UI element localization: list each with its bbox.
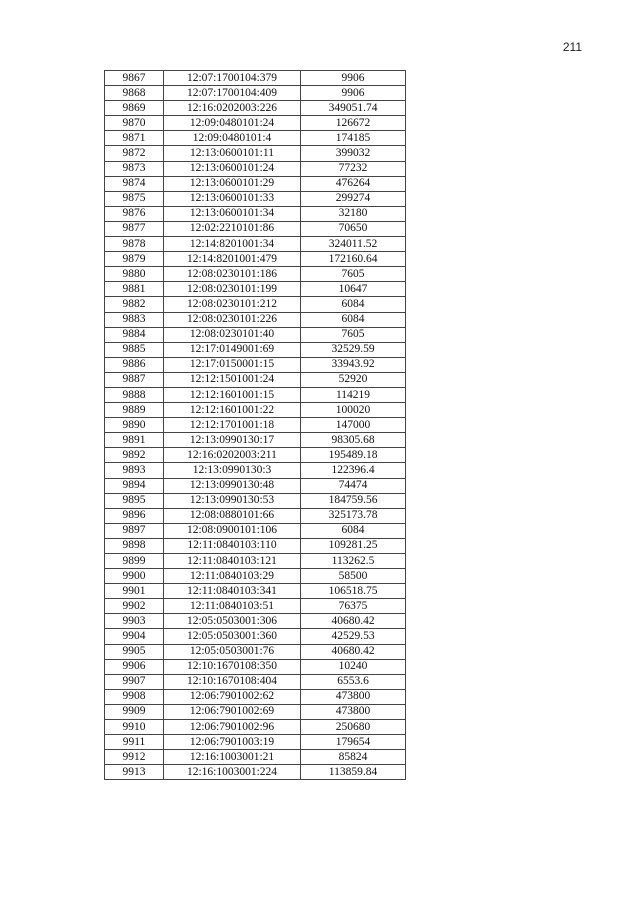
table-row	[105, 599, 406, 614]
cadastral-number-cell: 12:11:0840103:29	[164, 569, 301, 584]
row-id-cell: 9895	[105, 493, 164, 508]
row-id-cell: 9901	[105, 584, 164, 599]
table-row	[105, 523, 406, 538]
amount-cell: 85824	[301, 750, 406, 765]
table-row	[105, 297, 406, 312]
amount-cell: 147000	[301, 418, 406, 433]
cadastral-number-cell: 12:12:1501001:24	[164, 372, 301, 387]
amount-cell: 399032	[301, 146, 406, 161]
amount-cell: 349051.74	[301, 101, 406, 116]
cadastral-number-cell: 12:11:0840103:341	[164, 584, 301, 599]
cadastral-number-cell: 12:07:1700104:379	[164, 71, 301, 86]
cadastral-number-cell: 12:17:0150001:15	[164, 357, 301, 372]
table-row	[105, 689, 406, 704]
table-row	[105, 448, 406, 463]
amount-cell: 299274	[301, 191, 406, 206]
table-row	[105, 71, 406, 86]
cadastral-number-cell: 12:06:7901003:19	[164, 735, 301, 750]
cadastral-number-cell: 12:13:0600101:33	[164, 191, 301, 206]
table-row	[105, 342, 406, 357]
table-row	[105, 629, 406, 644]
amount-cell: 6084	[301, 297, 406, 312]
table-row	[105, 765, 406, 780]
cadastral-number-cell: 12:13:0600101:34	[164, 206, 301, 221]
row-id-cell: 9908	[105, 689, 164, 704]
cadastral-number-cell: 12:12:1601001:15	[164, 387, 301, 402]
cadastral-number-cell: 12:11:0840103:121	[164, 554, 301, 569]
amount-cell: 40680.42	[301, 644, 406, 659]
amount-cell: 106518.75	[301, 584, 406, 599]
cadastral-number-cell: 12:10:1670108:350	[164, 659, 301, 674]
cadastral-number-cell: 12:08:0230101:226	[164, 312, 301, 327]
cadastral-number-cell: 12:05:0503001:76	[164, 644, 301, 659]
row-id-cell: 9893	[105, 463, 164, 478]
table-row	[105, 327, 406, 342]
cadastral-number-cell: 12:13:0990130:53	[164, 493, 301, 508]
row-id-cell: 9897	[105, 523, 164, 538]
row-id-cell: 9913	[105, 765, 164, 780]
amount-cell: 32180	[301, 206, 406, 221]
row-id-cell: 9906	[105, 659, 164, 674]
amount-cell: 9906	[301, 86, 406, 101]
table-row	[105, 116, 406, 131]
amount-cell: 74474	[301, 478, 406, 493]
table-row	[105, 418, 406, 433]
cadastral-number-cell: 12:16:0202003:211	[164, 448, 301, 463]
table-row	[105, 538, 406, 553]
amount-cell: 473800	[301, 704, 406, 719]
cadastral-number-cell: 12:13:0990130:48	[164, 478, 301, 493]
row-id-cell: 9889	[105, 403, 164, 418]
cadastral-number-cell: 12:12:1601001:22	[164, 403, 301, 418]
amount-cell: 7605	[301, 327, 406, 342]
data-table	[104, 70, 406, 780]
amount-cell: 109281.25	[301, 538, 406, 553]
row-id-cell: 9886	[105, 357, 164, 372]
amount-cell: 98305.68	[301, 433, 406, 448]
row-id-cell: 9902	[105, 599, 164, 614]
cadastral-number-cell: 12:08:0230101:199	[164, 282, 301, 297]
table-row	[105, 221, 406, 236]
table-row	[105, 644, 406, 659]
table-row	[105, 282, 406, 297]
amount-cell: 476264	[301, 176, 406, 191]
row-id-cell: 9888	[105, 387, 164, 402]
row-id-cell: 9875	[105, 191, 164, 206]
cadastral-number-cell: 12:16:0202003:226	[164, 101, 301, 116]
cadastral-number-cell: 12:13:0600101:24	[164, 161, 301, 176]
table-row	[105, 704, 406, 719]
table-row	[105, 191, 406, 206]
amount-cell: 10647	[301, 282, 406, 297]
amount-cell: 52920	[301, 372, 406, 387]
cadastral-number-cell: 12:05:0503001:360	[164, 629, 301, 644]
cadastral-number-cell: 12:06:7901002:96	[164, 720, 301, 735]
amount-cell: 473800	[301, 689, 406, 704]
table-row	[105, 584, 406, 599]
table-row	[105, 614, 406, 629]
table-row	[105, 176, 406, 191]
row-id-cell: 9890	[105, 418, 164, 433]
amount-cell: 10240	[301, 659, 406, 674]
row-id-cell: 9894	[105, 478, 164, 493]
cadastral-number-cell: 12:13:0990130:17	[164, 433, 301, 448]
amount-cell: 195489.18	[301, 448, 406, 463]
table-row	[105, 433, 406, 448]
row-id-cell: 9874	[105, 176, 164, 191]
row-id-cell: 9898	[105, 538, 164, 553]
amount-cell: 6084	[301, 523, 406, 538]
row-id-cell: 9877	[105, 221, 164, 236]
cadastral-number-cell: 12:14:8201001:34	[164, 237, 301, 252]
amount-cell: 7605	[301, 267, 406, 282]
table-row	[105, 372, 406, 387]
cadastral-number-cell: 12:08:0230101:40	[164, 327, 301, 342]
table-row	[105, 101, 406, 116]
row-id-cell: 9881	[105, 282, 164, 297]
amount-cell: 179654	[301, 735, 406, 750]
table-row	[105, 312, 406, 327]
amount-cell: 58500	[301, 569, 406, 584]
cadastral-number-cell: 12:08:0230101:212	[164, 297, 301, 312]
cadastral-number-cell: 12:12:1701001:18	[164, 418, 301, 433]
row-id-cell: 9880	[105, 267, 164, 282]
row-id-cell: 9885	[105, 342, 164, 357]
table-row	[105, 403, 406, 418]
row-id-cell: 9892	[105, 448, 164, 463]
cadastral-number-cell: 12:09:0480101:4	[164, 131, 301, 146]
cadastral-number-cell: 12:06:7901002:62	[164, 689, 301, 704]
row-id-cell: 9912	[105, 750, 164, 765]
table-row	[105, 206, 406, 221]
table-row	[105, 463, 406, 478]
cadastral-number-cell: 12:07:1700104:409	[164, 86, 301, 101]
cadastral-number-cell: 12:13:0990130:3	[164, 463, 301, 478]
amount-cell: 6553.6	[301, 674, 406, 689]
cadastral-number-cell: 12:02:2210101:86	[164, 221, 301, 236]
amount-cell: 77232	[301, 161, 406, 176]
row-id-cell: 9872	[105, 146, 164, 161]
row-id-cell: 9884	[105, 327, 164, 342]
cadastral-number-cell: 12:09:0480101:24	[164, 116, 301, 131]
amount-cell: 113859.84	[301, 765, 406, 780]
cadastral-number-cell: 12:13:0600101:11	[164, 146, 301, 161]
amount-cell: 70650	[301, 221, 406, 236]
row-id-cell: 9891	[105, 433, 164, 448]
row-id-cell: 9868	[105, 86, 164, 101]
table-row	[105, 237, 406, 252]
table-row	[105, 131, 406, 146]
row-id-cell: 9907	[105, 674, 164, 689]
page-number: 211	[562, 40, 582, 54]
row-id-cell: 9871	[105, 131, 164, 146]
amount-cell: 76375	[301, 599, 406, 614]
row-id-cell: 9900	[105, 569, 164, 584]
amount-cell: 9906	[301, 71, 406, 86]
table-row	[105, 720, 406, 735]
amount-cell: 6084	[301, 312, 406, 327]
table-row	[105, 478, 406, 493]
row-id-cell: 9896	[105, 508, 164, 523]
cadastral-number-cell: 12:05:0503001:306	[164, 614, 301, 629]
table-row	[105, 267, 406, 282]
table-row	[105, 508, 406, 523]
amount-cell: 33943.92	[301, 357, 406, 372]
row-id-cell: 9887	[105, 372, 164, 387]
row-id-cell: 9873	[105, 161, 164, 176]
row-id-cell: 9911	[105, 735, 164, 750]
amount-cell: 40680.42	[301, 614, 406, 629]
row-id-cell: 9905	[105, 644, 164, 659]
row-id-cell: 9878	[105, 237, 164, 252]
cadastral-number-cell: 12:08:0880101:66	[164, 508, 301, 523]
amount-cell: 174185	[301, 131, 406, 146]
amount-cell: 113262.5	[301, 554, 406, 569]
amount-cell: 172160.64	[301, 252, 406, 267]
amount-cell: 32529.59	[301, 342, 406, 357]
cadastral-number-cell: 12:16:1003001:21	[164, 750, 301, 765]
row-id-cell: 9879	[105, 252, 164, 267]
amount-cell: 250680	[301, 720, 406, 735]
cadastral-number-cell: 12:08:0900101:106	[164, 523, 301, 538]
table-row	[105, 674, 406, 689]
table-row	[105, 493, 406, 508]
row-id-cell: 9867	[105, 71, 164, 86]
amount-cell: 325173.78	[301, 508, 406, 523]
table-row	[105, 161, 406, 176]
amount-cell: 126672	[301, 116, 406, 131]
table-row	[105, 252, 406, 267]
table-row	[105, 735, 406, 750]
cadastral-number-cell: 12:16:1003001:224	[164, 765, 301, 780]
row-id-cell: 9903	[105, 614, 164, 629]
amount-cell: 114219	[301, 387, 406, 402]
cadastral-number-cell: 12:06:7901002:69	[164, 704, 301, 719]
amount-cell: 42529.53	[301, 629, 406, 644]
row-id-cell: 9910	[105, 720, 164, 735]
table-row	[105, 86, 406, 101]
amount-cell: 324011.52	[301, 237, 406, 252]
table-row	[105, 750, 406, 765]
cadastral-number-cell: 12:14:8201001:479	[164, 252, 301, 267]
row-id-cell: 9870	[105, 116, 164, 131]
row-id-cell: 9882	[105, 297, 164, 312]
row-id-cell: 9869	[105, 101, 164, 116]
table-row	[105, 554, 406, 569]
table-row	[105, 357, 406, 372]
amount-cell: 122396.4	[301, 463, 406, 478]
cadastral-number-cell: 12:11:0840103:110	[164, 538, 301, 553]
table-row	[105, 659, 406, 674]
cadastral-number-cell: 12:17:0149001:69	[164, 342, 301, 357]
row-id-cell: 9883	[105, 312, 164, 327]
cadastral-number-cell: 12:13:0600101:29	[164, 176, 301, 191]
row-id-cell: 9876	[105, 206, 164, 221]
table-row	[105, 569, 406, 584]
table-row	[105, 146, 406, 161]
row-id-cell: 9909	[105, 704, 164, 719]
row-id-cell: 9899	[105, 554, 164, 569]
cadastral-number-cell: 12:10:1670108:404	[164, 674, 301, 689]
cadastral-number-cell: 12:11:0840103:51	[164, 599, 301, 614]
cadastral-number-cell: 12:08:0230101:186	[164, 267, 301, 282]
amount-cell: 184759.56	[301, 493, 406, 508]
amount-cell: 100020	[301, 403, 406, 418]
table-row	[105, 387, 406, 402]
table-body	[105, 71, 406, 780]
row-id-cell: 9904	[105, 629, 164, 644]
